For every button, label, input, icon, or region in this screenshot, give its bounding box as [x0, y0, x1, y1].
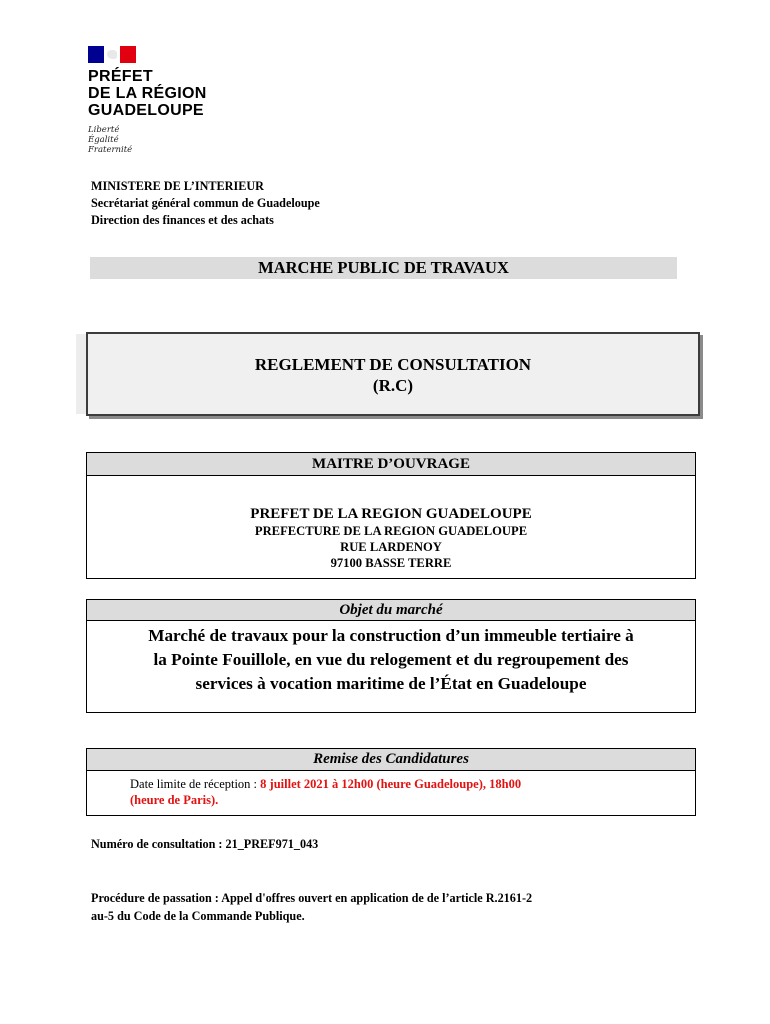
deadline-value-1: 8 juillet 2021 à 12h00 (heure Guadeloupe), 18h00	[260, 777, 522, 791]
logo-line-3: GUADELOUPE	[88, 102, 204, 119]
motto-fraternite: Fraternité	[88, 145, 133, 155]
remise-deadline	[87, 771, 650, 808]
objet-marche-box	[86, 599, 696, 713]
objet-line-1: Marché de travaux pour la construction d’un immeuble tertiaire à	[148, 626, 634, 645]
republique-flag-logo	[88, 46, 136, 63]
maitre-ouvrage-name: PREFET DE LA REGION GUADELOUPE	[250, 506, 532, 522]
deadline-label: Date limite de réception :	[130, 777, 261, 791]
reglement-title-box	[86, 332, 700, 416]
remise-header: Remise des Candidatures	[87, 749, 695, 771]
objet-header: Objet du marché	[87, 600, 695, 621]
reglement-abbrev: (R.C)	[372, 376, 414, 395]
reglement-title: REGLEMENT DE CONSULTATION	[254, 355, 532, 374]
procedure-line-1: Procédure de passation : Appel d'offres ouvert en application de de l’article R.2161-2	[91, 891, 533, 905]
maitre-ouvrage-header: MAITRE D’OUVRAGE	[87, 453, 695, 476]
logo-line-2: DE LA RÉGION	[88, 85, 207, 102]
ministry-header	[91, 178, 491, 229]
motto-egalite: Égalité	[88, 135, 119, 145]
remise-candidatures-box	[86, 748, 696, 816]
maitre-ouvrage-box	[86, 452, 696, 579]
address-line-3: 97100 BASSE TERRE	[330, 556, 452, 570]
motto-liberte: Liberté	[88, 125, 120, 135]
prefet-logo-text	[88, 68, 248, 119]
direction-name: Direction des finances et des achats	[91, 213, 274, 227]
procedure-line-2: au-5 du Code de la Commande Publique.	[91, 909, 305, 923]
republic-motto	[88, 125, 168, 155]
objet-line-2: la Pointe Fouillole, en vue du relogement et du regroupement des	[153, 650, 629, 669]
procedure-passation	[91, 889, 671, 925]
address-line-2: RUE LARDENOY	[340, 540, 442, 554]
address-line-1: PREFECTURE DE LA REGION GUADELOUPE	[254, 524, 528, 538]
logo-line-1: PRÉFET	[88, 68, 153, 85]
objet-line-3: services à vocation maritime de l’État en Guadeloupe	[195, 674, 587, 693]
deadline-value-2: (heure de Paris).	[130, 793, 219, 807]
ministry-name: MINISTERE DE L’INTERIEUR	[91, 179, 264, 193]
marche-public-title: MARCHE PUBLIC DE TRAVAUX	[90, 257, 677, 279]
consultation-number: Numéro de consultation : 21_PREF971_043	[91, 837, 319, 851]
secretariat-name: Secrétariat général commun de Guadeloupe	[91, 196, 320, 210]
